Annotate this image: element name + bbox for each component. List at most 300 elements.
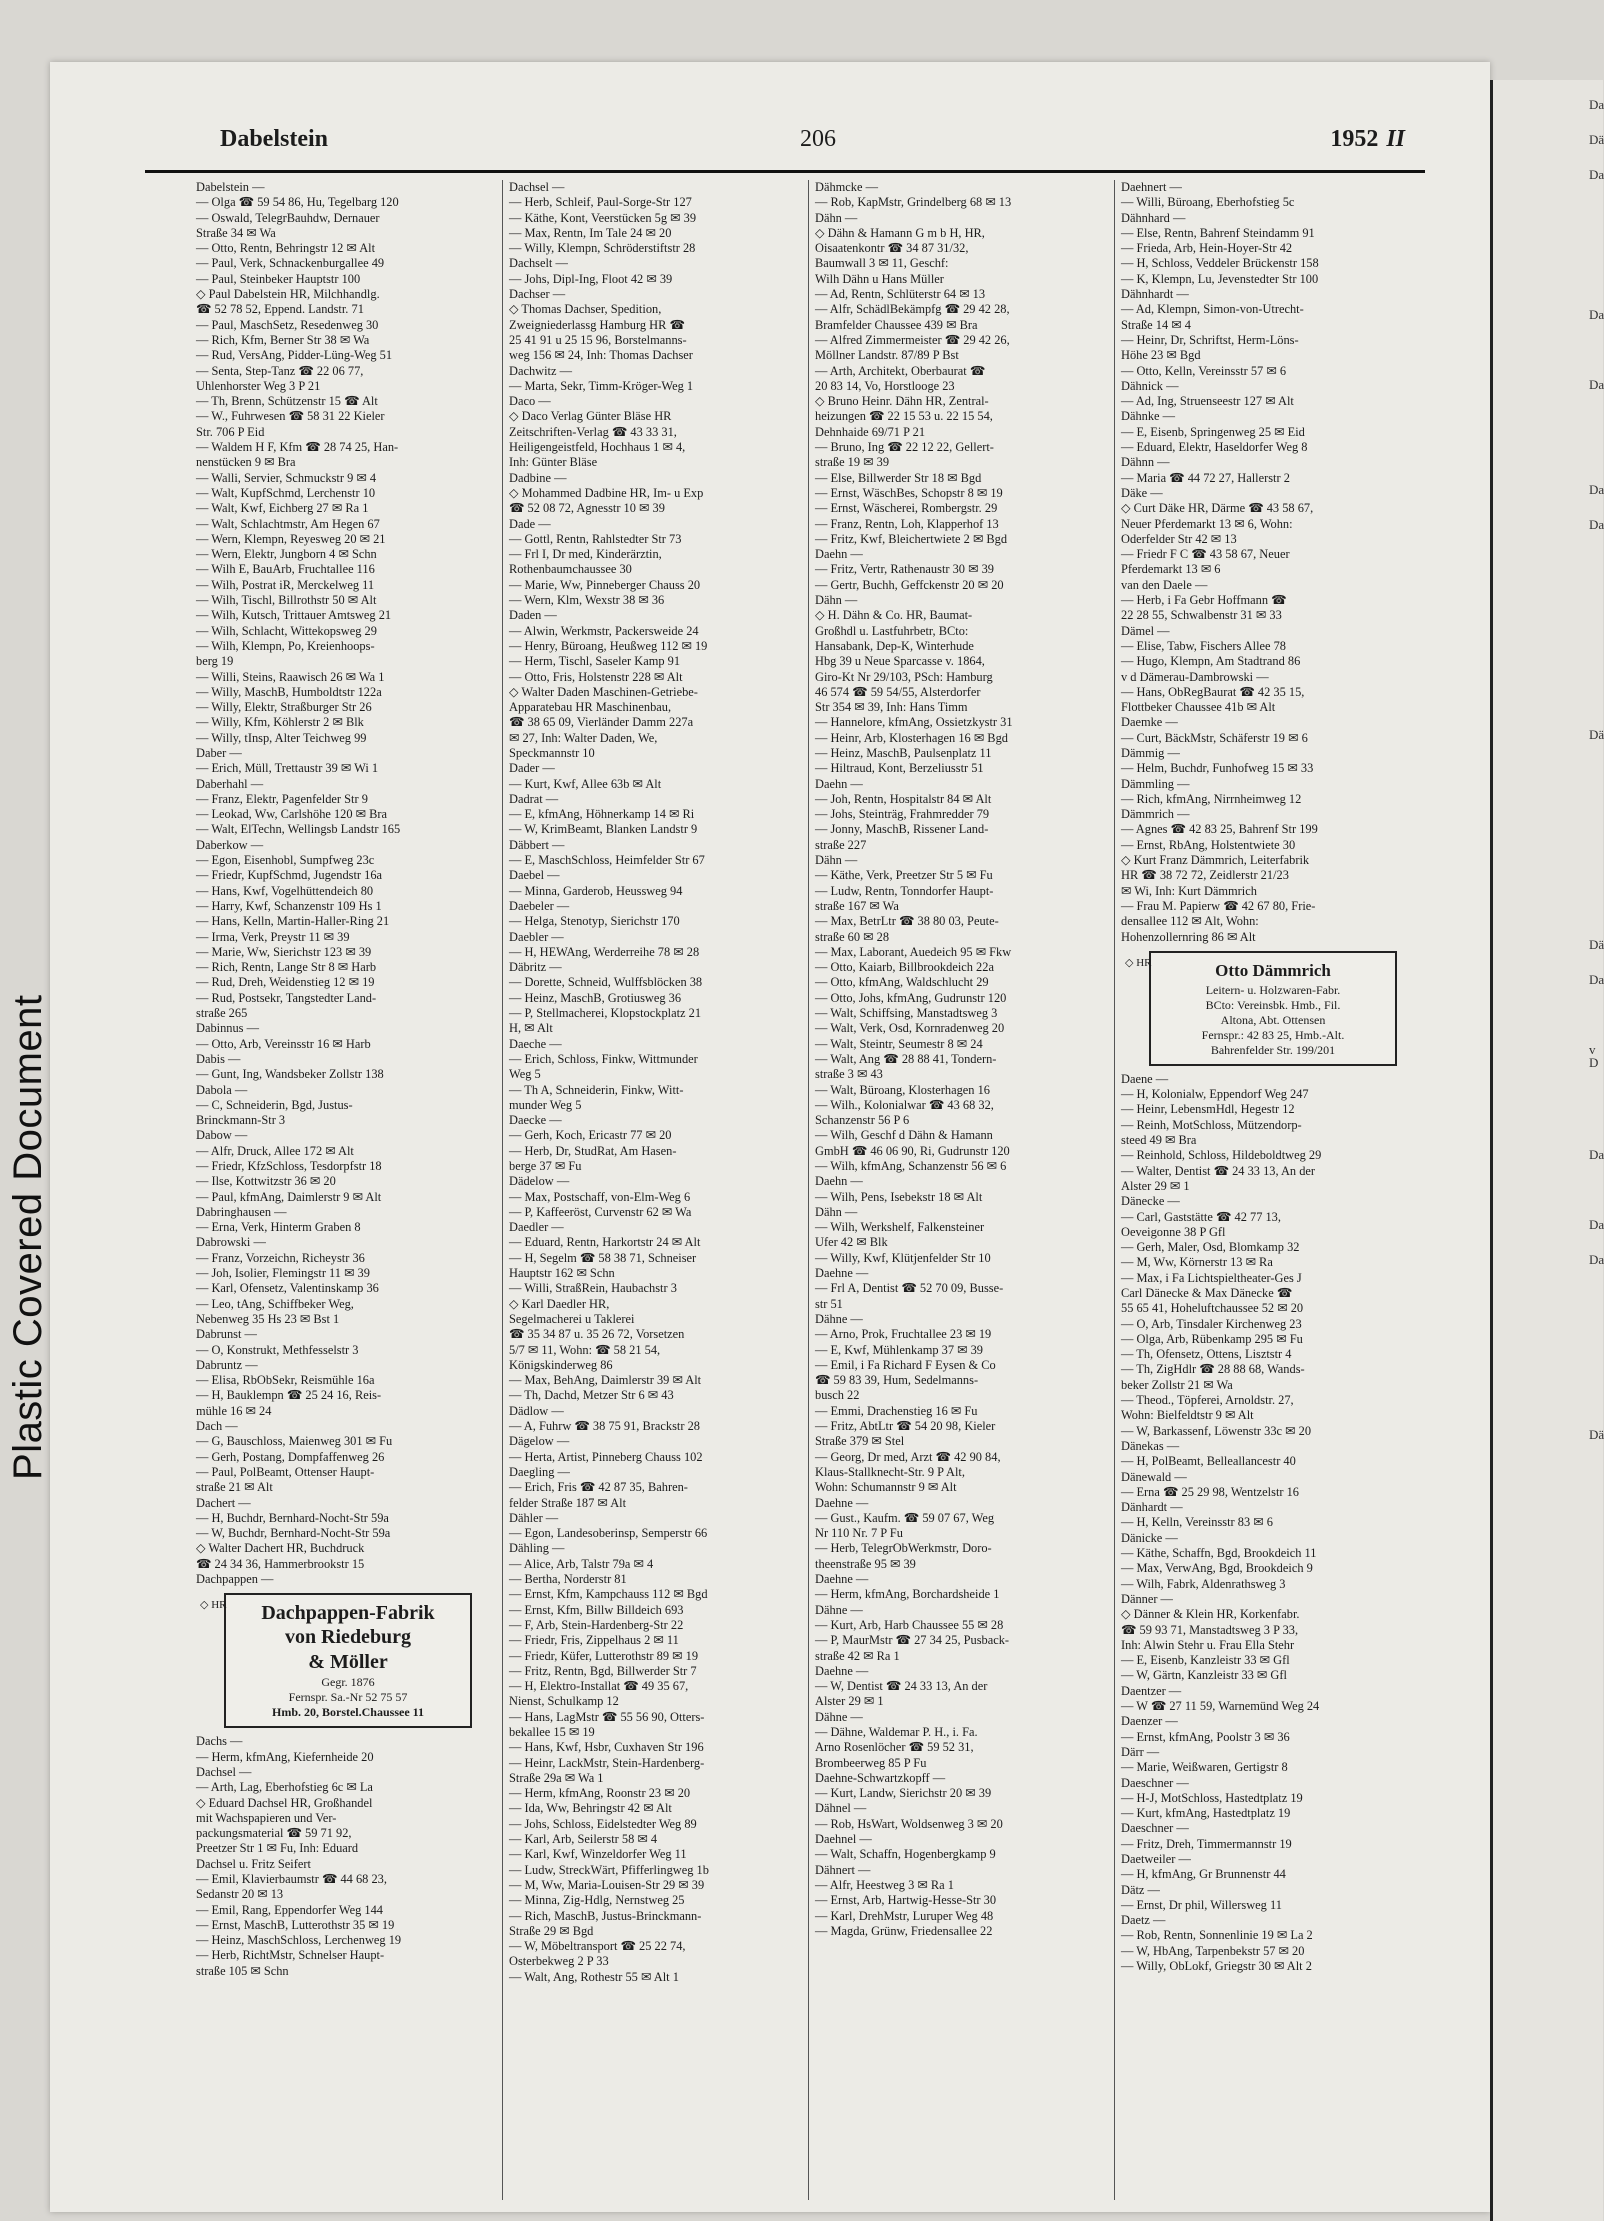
directory-entry: ☎ 59 93 71, Manstadtsweg 3 P 33, <box>1121 1622 1299 1637</box>
directory-entry: — Th, Ofensetz, Ottens, Lisztstr 4 <box>1121 1347 1292 1362</box>
directory-entry: — Herm, kfmAng, Kiefernheide 20 <box>196 1749 374 1764</box>
year-value: 1952 <box>1330 126 1379 152</box>
directory-entry: — Wilh., Kolonialwar ☎ 43 68 32, <box>815 1097 994 1112</box>
directory-entry: — Maria ☎ 44 72 27, Hallerstr 2 <box>1121 470 1290 485</box>
directory-entry: — Max, BetrLtr ☎ 38 80 03, Peute- <box>815 914 999 929</box>
directory-entry: — Alice, Arb, Talstr 79a ✉ 4 <box>509 1556 654 1571</box>
directory-entry: — A, Fuhrw ☎ 38 75 91, Brackstr 28 <box>509 1419 700 1434</box>
directory-entry: — Rich, kfmAng, Nirrnheimweg 12 <box>1121 791 1302 806</box>
directory-entry: — Max, BehAng, Daimlerstr 39 ✉ Alt <box>509 1373 702 1388</box>
directory-entry: — Otto, Fris, Holstenstr 228 ✉ Alt <box>509 669 683 684</box>
ad-hr-badge: ◇ HR <box>1125 956 1152 969</box>
directory-entry: — Herb, i Fa Gebr Hoffmann ☎ <box>1121 593 1287 608</box>
directory-entry: — Arth, Architekt, Oberbaurat ☎ <box>815 363 986 378</box>
directory-entry: — Helga, Stenotyp, Sierichstr 170 <box>509 914 680 929</box>
surname-heading: Dabinnus — <box>196 1021 259 1036</box>
surname-heading: Daegling — <box>509 1464 570 1479</box>
directory-entry: — Jonny, MaschB, Rissener Land- <box>815 822 989 837</box>
surname-heading: Daehnel — <box>815 1832 872 1847</box>
directory-entry: — Herm, Tischl, Saseler Kamp 91 <box>509 654 681 669</box>
directory-entry: — Marie, Weißwaren, Gertigstr 8 <box>1121 1760 1288 1775</box>
directory-entry: — Wilh, Kutsch, Trittauer Amtsweg 21 <box>196 608 392 623</box>
directory-entry: straße 105 ✉ Schn <box>196 1963 289 1978</box>
facing-page-fragment: Da <box>1589 307 1604 322</box>
directory-entry: — Irma, Verk, Preystr 11 ✉ 39 <box>196 929 350 944</box>
volume-number: II <box>1386 126 1405 152</box>
directory-entry: straße 21 ✉ Alt <box>196 1480 273 1495</box>
directory-entry: nenstücken 9 ✉ Bra <box>196 455 296 470</box>
directory-entry: — Walli, Servier, Schmuckstr 9 ✉ 4 <box>196 470 377 485</box>
directory-entry: ◇ Bruno Heinr. Dähn HR, Zentral- <box>815 394 989 409</box>
directory-entry: — Eduard, Elektr, Haseldorfer Weg 8 <box>1121 440 1308 455</box>
directory-entry: — Karl, Kwf, Winzeldorfer Weg 11 <box>509 1847 687 1862</box>
directory-entry: — E, kfmAng, Höhnerkamp 14 ✉ Ri <box>509 807 695 822</box>
directory-entry: — Agnes ☎ 42 83 25, Bahrenf Str 199 <box>1121 822 1318 837</box>
surname-heading: Dähn — <box>815 593 858 608</box>
directory-entry: — Ernst, Arb, Hartwig-Hesse-Str 30 <box>815 1893 997 1908</box>
directory-entry: — Carl, Gaststätte ☎ 42 77 13, <box>1121 1209 1281 1224</box>
directory-entry: — Eduard, Rentn, Harkortstr 24 ✉ Alt <box>509 1235 701 1250</box>
surname-heading: Dänewald — <box>1121 1469 1187 1484</box>
directory-entry: Str 354 ✉ 39, Inh: Hans Timm <box>815 700 968 715</box>
surname-heading: Dädelow — <box>509 1174 570 1189</box>
directory-entry: — Heinr, LackMstr, Stein-Hardenberg- <box>509 1755 705 1770</box>
directory-entry: Weg 5 <box>509 1067 541 1082</box>
directory-entry: — Th A, Schneiderin, Finkw, Witt- <box>509 1082 684 1097</box>
column-1 <box>196 180 492 2200</box>
directory-entry: — E, Eisenb, Springenweg 25 ✉ Eid <box>1121 424 1305 439</box>
surname-heading: Dähne — <box>815 1602 863 1617</box>
facing-page-fragment: Da <box>1589 97 1604 112</box>
directory-entry: 46 574 ☎ 59 54/55, Alsterdorfer <box>815 684 981 699</box>
directory-entry: Brinckmann-Str 3 <box>196 1113 286 1128</box>
directory-entry: Zeitschriften-Verlag ☎ 43 33 31, <box>509 424 677 439</box>
directory-entry: — E, Kwf, Mühlenkamp 37 ✉ 39 <box>815 1342 983 1357</box>
ad-phone: Fernspr. Sa.-Nr 52 75 57 <box>288 1690 408 1705</box>
surname-heading: Daetz — <box>1121 1913 1166 1928</box>
directory-entry: — W, Möbeltransport ☎ 25 22 74, <box>509 1939 686 1954</box>
surname-heading: Dähne — <box>815 1311 863 1326</box>
surname-heading: Dach — <box>196 1419 238 1434</box>
directory-entry: — Paul, kfmAng, Daimlerstr 9 ✉ Alt <box>196 1189 382 1204</box>
surname-heading: Dähmcke — <box>815 180 878 194</box>
column-4 <box>1114 180 1417 2200</box>
directory-entry: — Rob, KapMstr, Grindelberg 68 ✉ 13 <box>815 195 1012 210</box>
surname-heading: Daene — <box>1121 1071 1169 1086</box>
directory-entry: Dachsel u. Fritz Seifert <box>196 1856 311 1871</box>
directory-entry: — Reinhold, Schloss, Hildeboldtweg 29 <box>1121 1148 1322 1163</box>
directory-entry: — Dorette, Schneid, Wulffsblöcken 38 <box>509 975 703 990</box>
directory-entry: — H, Bauklempn ☎ 25 24 16, Reis- <box>196 1388 382 1403</box>
surname-heading: Däbbert — <box>509 837 565 852</box>
surname-heading: Daehnert — <box>1121 180 1182 194</box>
surname-heading: Dähling — <box>509 1541 565 1556</box>
directory-entry: — Bruno, Ing ☎ 22 12 22, Gellert- <box>815 440 994 455</box>
directory-entry: — Theod., Töpferei, Arnoldstr. 27, <box>1121 1393 1294 1408</box>
directory-entry: — Marta, Sekr, Timm-Kröger-Weg 1 <box>509 378 694 393</box>
directory-entry: Zweigniederlassg Hamburg HR ☎ <box>509 317 685 332</box>
directory-entry: Straße 379 ✉ Stel <box>815 1434 905 1449</box>
directory-entry: — Ludw, StreckWärt, Pfifferlingweg 1b <box>509 1862 709 1877</box>
ad-line-5: Bahrenfelder Str. 199/201 <box>1210 1042 1336 1057</box>
directory-entry: — Gerh, Postang, Dompfaffenweg 26 <box>196 1449 385 1464</box>
directory-entry: — Gottl, Rentn, Rahlstedter Str 73 <box>509 531 682 546</box>
directory-entry: — Heinr, Arb, Klosterhagen 16 ✉ Bgd <box>815 730 1008 745</box>
edition-year <box>1330 126 1405 153</box>
directory-entry: — H, HEWAng, Werderreihe 78 ✉ 28 <box>509 944 700 959</box>
directory-entry: — Otto, Rentn, Behringstr 12 ✉ Alt <box>196 241 376 256</box>
directory-entry: — Oswald, TelegrBauhdw, Dernauer <box>196 210 380 225</box>
surname-heading: Dähn — <box>815 853 858 868</box>
directory-entry: ◇ H. Dähn & Co. HR, Baumat- <box>815 608 973 623</box>
ad-line-1: Leitern- u. Holzwaren-Fabr. <box>1205 982 1341 997</box>
directory-entry: — Ida, Ww, Behringstr 42 ✉ Alt <box>509 1801 672 1816</box>
directory-entry: — Johs, Steinträg, Frahmredder 79 <box>815 807 990 822</box>
ad-founded: Gegr. 1876 <box>321 1675 375 1690</box>
directory-entry: ☎ 35 34 87 u. 35 26 72, Vorsetzen <box>509 1327 685 1342</box>
directory-entry: — Alwin, Werkmstr, Packersweide 24 <box>509 623 699 638</box>
directory-entry: — Leokad, Ww, Carlshöhe 120 ✉ Bra <box>196 807 388 822</box>
surname-heading: Dader — <box>509 761 555 776</box>
directory-entry: — Ernst, RbAng, Holstentwiete 30 <box>1121 837 1296 852</box>
directory-entry: — Ad, Ing, Struenseestr 127 ✉ Alt <box>1121 394 1294 409</box>
directory-entry: — Else, Billwerder Str 18 ✉ Bgd <box>815 470 982 485</box>
surname-heading: Dähnn — <box>1121 455 1170 470</box>
directory-entry: — Leo, tAng, Schiffbeker Weg, <box>196 1296 354 1311</box>
directory-entry: — F, Arb, Stein-Hardenberg-Str 22 <box>509 1617 684 1632</box>
directory-entry: Hbg 39 u Neue Sparcasse v. 1864, <box>815 654 985 669</box>
directory-entry: — Ernst, WäschBes, Schopstr 8 ✉ 19 <box>815 485 1003 500</box>
dachpappen-fabrik-ad <box>200 1593 472 1728</box>
directory-entry: Carl Dänecke & Max Dänecke ☎ <box>1121 1286 1293 1300</box>
directory-entry: — Herm, kfmAng, Borchardsheide 1 <box>815 1587 1000 1602</box>
surname-heading: Dämmling — <box>1121 776 1190 791</box>
directory-entry: straße 42 ✉ Ra 1 <box>815 1648 900 1663</box>
surname-heading: v d Dämerau-Dambrowski — <box>1121 669 1269 684</box>
surname-heading: Dachser — <box>509 287 566 302</box>
column-2 <box>502 180 805 2200</box>
surname-heading: Dachsel — <box>509 180 565 194</box>
directory-entry: — W, Gärtn, Kanzleistr 33 ✉ Gfl <box>1121 1668 1287 1683</box>
directory-entry: — Ilse, Kottwitzstr 36 ✉ 20 <box>196 1174 336 1189</box>
directory-entry: Giro-Kt Nr 29/103, PSch: Hamburg <box>815 669 993 684</box>
directory-entry: ◇ Dänner & Klein HR, Korkenfabr. <box>1121 1607 1300 1622</box>
directory-entry: — Erna ☎ 25 29 98, Wentzelstr 16 <box>1121 1484 1300 1499</box>
directory-entry: — Walt, Steintr, Seumestr 8 ✉ 24 <box>815 1036 983 1051</box>
facing-page-fragment: Da <box>1589 482 1604 497</box>
directory-entry: — Rud, Dreh, Weidenstieg 12 ✉ 19 <box>196 975 375 990</box>
directory-entry: — Helm, Buchdr, Funhofweg 15 ✉ 33 <box>1121 761 1314 776</box>
directory-entry: — Emil, Rang, Eppendorfer Weg 144 <box>196 1902 384 1917</box>
directory-entry: — Herb, Schleif, Paul-Sorge-Str 127 <box>509 195 692 210</box>
directory-entry: Segelmacherei u Taklerei <box>509 1311 635 1326</box>
directory-entry: — Kurt, kfmAng, Hastedtplatz 19 <box>1121 1806 1291 1821</box>
surname-heading: Dabelstein — <box>196 180 265 194</box>
directory-entry: — Wilh, Postrat iR, Merckelweg 11 <box>196 577 375 592</box>
directory-entry: beker Zollstr 21 ✉ Wa <box>1121 1377 1233 1392</box>
directory-entry: — Th, Brenn, Schützenstr 15 ☎ Alt <box>196 394 378 409</box>
directory-entry: — Herb, TelegrObWerkmstr, Doro- <box>815 1541 992 1556</box>
ad-line-3: Altona, Abt. Ottensen <box>1220 1012 1326 1027</box>
directory-entry: — Frieda, Arb, Hein-Hoyer-Str 42 <box>1121 241 1293 256</box>
adjacent-page-strip <box>1490 80 1603 2221</box>
surname-heading: van den Daele — <box>1121 577 1208 592</box>
surname-heading: Dähn — <box>815 1204 858 1219</box>
directory-entry: — Kurt, Landw, Sierichstr 20 ✉ 39 <box>815 1786 992 1801</box>
directory-entry: Oisaatenkontr ☎ 34 87 31/32, <box>815 241 969 256</box>
directory-entry: — W, KrimBeamt, Blanken Landstr 9 <box>509 822 698 837</box>
directory-entry: — Franz, Rentn, Loh, Klapperhof 13 <box>815 516 999 531</box>
directory-entry: Pferdemarkt 13 ✉ 6 <box>1121 562 1221 577</box>
directory-entry: — H-J, MotSchloss, Hastedtplatz 19 <box>1121 1790 1303 1805</box>
surname-heading: Daetweiler — <box>1121 1851 1191 1866</box>
directory-entry: — H, Schloss, Veddeler Brückenstr 158 <box>1121 256 1319 271</box>
directory-entry: — Kurt, Kwf, Allee 63b ✉ Alt <box>509 776 662 791</box>
directory-entry: Straße 34 ✉ Wa <box>196 225 276 240</box>
directory-entry: busch 22 <box>815 1388 860 1403</box>
directory-entry: — Wilh, Tischl, Billrothstr 50 ✉ Alt <box>196 593 377 608</box>
directory-entry: ◇ Kurt Franz Dämmrich, Leiterfabrik <box>1121 853 1310 868</box>
running-head-surname: Dabelstein <box>220 126 328 152</box>
directory-entry: Arno Rosenlöcher ☎ 59 52 31, <box>815 1740 974 1755</box>
directory-entry: — Rud, VersAng, Pidder-Lüng-Weg 51 <box>196 348 393 363</box>
surname-heading: Daehne-Schwartzkopff — <box>815 1770 946 1785</box>
directory-entry: Flottbeker Chaussee 41b ✉ Alt <box>1121 700 1276 715</box>
directory-entry: straße 227 <box>815 837 867 852</box>
directory-entry: — Wern, Klm, Wexstr 38 ✉ 36 <box>509 593 665 608</box>
directory-entry: Dehnhaide 69/71 P 21 <box>815 424 926 439</box>
surname-heading: Daedler — <box>509 1220 564 1235</box>
directory-entry: berge 37 ✉ Fu <box>509 1159 582 1173</box>
facing-page-fragment: Da <box>1589 972 1604 987</box>
facing-page-fragment: Dä <box>1589 727 1604 742</box>
directory-entry: — Rich, Kfm, Berner Str 38 ✉ Wa <box>196 332 370 347</box>
directory-entry: — Th, Dachd, Metzer Str 6 ✉ 43 <box>509 1388 674 1403</box>
directory-entry: weg 156 ✉ 24, Inh: Thomas Dachser <box>509 348 693 363</box>
directory-entry: — Bertha, Norderstr 81 <box>509 1572 627 1587</box>
directory-entry: Rothenbaumchaussee 30 <box>509 562 632 577</box>
directory-entry: — Willi, StraßRein, Haubachstr 3 <box>509 1281 677 1296</box>
directory-entry: — Karl, Arb, Seilerstr 58 ✉ 4 <box>509 1832 658 1847</box>
facing-page-fragment: Dä <box>1589 1427 1604 1442</box>
directory-entry: — Johs, Schloss, Eidelstedter Weg 89 <box>509 1816 697 1831</box>
directory-entry: — W, HbAng, Tarpenbekstr 57 ✉ 20 <box>1121 1943 1305 1958</box>
directory-entry: — Rob, HsWart, Woldsenweg 3 ✉ 20 <box>815 1816 1003 1831</box>
directory-entry: — Willi, Steins, Raawisch 26 ✉ Wa 1 <box>196 669 385 684</box>
directory-entry: — Herm, kfmAng, Roonstr 23 ✉ 20 <box>509 1786 691 1801</box>
directory-entry: ☎ 52 78 52, Eppend. Landstr. 71 <box>196 302 364 317</box>
ad-company-name: Otto Dämmrich <box>1215 960 1331 980</box>
directory-entry: bekallee 15 ✉ 19 <box>509 1724 595 1739</box>
directory-entry: — Otto, Kelln, Vereinsstr 57 ✉ 6 <box>1121 363 1287 378</box>
directory-entry: — Hans, ObRegBaurat ☎ 42 35 15, <box>1121 684 1305 699</box>
directory-entry: — Friedr, Fris, Zippelhaus 2 ✉ 11 <box>509 1633 679 1648</box>
directory-entry: — Dähne, Waldemar P. H., i. Fa. <box>815 1724 978 1739</box>
directory-entry: — Hannelore, kfmAng, Ossietzkystr 31 <box>815 715 1013 730</box>
surname-heading: Dachwitz — <box>509 363 572 378</box>
directory-entry: — Wilh, kfmAng, Schanzenstr 56 ✉ 6 <box>815 1159 1007 1173</box>
directory-entry: — Otto, kfmAng, Waldschlucht 29 <box>815 975 989 990</box>
directory-entry: — Karl, Ofensetz, Valentinskamp 36 <box>196 1281 379 1296</box>
directory-entry: — Walt, Schaffn, Hogenbergkamp 9 <box>815 1847 996 1862</box>
directory-entry: — Rich, MaschB, Justus-Brinckmann- <box>509 1908 702 1923</box>
directory-entry: — Heinr, LebensmHdl, Hegestr 12 <box>1121 1102 1295 1117</box>
directory-entry: str 51 <box>815 1296 843 1311</box>
directory-entry: — Ernst, Kfm, Kampchauss 112 ✉ Bgd <box>509 1587 708 1602</box>
directory-entry: Wohn: Bielfeldtstr 9 ✉ Alt <box>1121 1408 1254 1423</box>
side-label: Plastic Covered Document <box>6 994 50 1480</box>
directory-entry: — Paul, Steinbeker Hauptstr 100 <box>196 271 361 286</box>
surname-heading: Dänicke — <box>1121 1530 1178 1545</box>
surname-heading: Daber — <box>196 745 242 760</box>
surname-heading: Daehne — <box>815 1495 869 1510</box>
facing-page-fragment: Dä <box>1589 937 1604 952</box>
directory-entry: Möllner Landstr. 87/89 P Bst <box>815 348 959 363</box>
directory-entry: straße 60 ✉ 28 <box>815 929 890 944</box>
ad-hr-badge: ◇ HR <box>200 1599 227 1612</box>
directory-entry: ☎ 52 08 72, Agnesstr 10 ✉ 39 <box>509 501 665 516</box>
surname-heading: Dabruntz — <box>196 1357 258 1372</box>
surname-heading: Dabis — <box>196 1051 241 1066</box>
directory-entry: — Joh, Isolier, Flemingstr 11 ✉ 39 <box>196 1266 370 1281</box>
surname-heading: Dänner — <box>1121 1591 1173 1606</box>
directory-entry: Königskinderweg 86 <box>509 1357 613 1372</box>
directory-entry: — Alfr, Heestweg 3 ✉ Ra 1 <box>815 1877 954 1892</box>
surname-heading: Daemke — <box>1121 715 1178 730</box>
directory-entry: — Marie, Ww, Sierichstr 123 ✉ 39 <box>196 944 372 959</box>
directory-entry: — Joh, Rentn, Hospitalstr 84 ✉ Alt <box>815 791 992 806</box>
surname-heading: Dähnert — <box>815 1862 871 1877</box>
directory-entry: — H, kfmAng, Gr Brunnenstr 44 <box>1121 1867 1286 1882</box>
directory-entry: — Max, i Fa Lichtspieltheater-Ges J <box>1121 1270 1302 1285</box>
surname-heading: Daebler — <box>509 929 564 944</box>
directory-entry: Neuer Pferdemarkt 13 ✉ 6, Wohn: <box>1121 516 1293 531</box>
surname-heading: Dabrunst — <box>196 1327 257 1342</box>
directory-entry: — Walt, Ang, Rothestr 55 ✉ Alt 1 <box>509 1969 679 1984</box>
directory-entry: — Willy, ObLokf, Griegstr 30 ✉ Alt 2 <box>1121 1959 1312 1974</box>
directory-entry: ◇ Daco Verlag Günter Bläse HR <box>509 409 672 424</box>
directory-entry: — Walt, Kwf, Eichberg 27 ✉ Ra 1 <box>196 501 369 516</box>
directory-entry: Speckmannstr 10 <box>509 745 595 760</box>
directory-entry: — Gerh, Koch, Ericastr 77 ✉ 20 <box>509 1128 672 1143</box>
directory-entry: Str. 706 P Eid <box>196 424 265 439</box>
directory-entry: — Otto, Johs, kfmAng, Gudrunstr 120 <box>815 990 1007 1005</box>
directory-entry: — Heinz, MaschB, Grotiusweg 36 <box>509 990 682 1005</box>
surname-heading: Dadbine — <box>509 470 567 485</box>
directory-entry: — H, Segelm ☎ 58 38 71, Schneiser <box>509 1250 697 1265</box>
directory-entry: — Emmi, Drachenstieg 16 ✉ Fu <box>815 1403 978 1418</box>
facing-page-fragment: Da <box>1589 377 1604 392</box>
surname-heading: Dänecke — <box>1121 1194 1180 1209</box>
directory-entry: ◇ Curt Däke HR, Därme ☎ 43 58 67, <box>1121 501 1314 516</box>
surname-heading: Dachs — <box>196 1734 243 1749</box>
directory-entry: — Paul, MaschSetz, Resedenweg 30 <box>196 317 379 332</box>
directory-entry: straße 265 <box>196 1006 248 1021</box>
directory-entry: ◇ Thomas Dachser, Spedition, <box>509 302 662 317</box>
directory-entry: — O, Konstrukt, Methfesselstr 3 <box>196 1342 359 1357</box>
facing-page-fragment: Dä <box>1589 132 1604 147</box>
directory-entry: — Frl I, Dr med, Kinderärztin, <box>509 547 662 562</box>
directory-columns <box>196 180 1424 2200</box>
directory-entry: steed 49 ✉ Bra <box>1121 1133 1197 1148</box>
directory-entry: Bramfelder Chaussee 439 ✉ Bra <box>815 317 978 332</box>
surname-heading: Daehne — <box>815 1572 869 1587</box>
directory-entry: — Friedr, KfzSchloss, Tesdorpfstr 18 <box>196 1159 382 1173</box>
directory-entry: — W, Dentist ☎ 24 33 13, An der <box>815 1679 988 1694</box>
directory-entry: — P, Kaffeeröst, Curvenstr 62 ✉ Wa <box>509 1204 692 1219</box>
directory-entry: — Walt, Ang ☎ 28 88 41, Tondern- <box>815 1051 997 1066</box>
directory-entry: — Hans, Kwf, Hsbr, Cuxhaven Str 196 <box>509 1740 704 1755</box>
directory-entry: 20 83 14, Vo, Horstlooge 23 <box>815 378 955 393</box>
directory-entry: — Rud, Postsekr, Tangstedter Land- <box>196 990 377 1005</box>
directory-entry: 5/7 ✉ 11, Wohn: ☎ 58 21 54, <box>509 1342 661 1357</box>
surname-heading: Dähnick — <box>1121 378 1179 393</box>
directory-entry: — Max, VerwAng, Bgd, Brookdeich 9 <box>1121 1561 1313 1576</box>
directory-entry: Preetzer Str 1 ✉ Fu, Inh: Eduard <box>196 1841 359 1856</box>
directory-entry: — Henry, Büroang, Heußweg 112 ✉ 19 <box>509 638 708 653</box>
directory-entry: ◇ Karl Daedler HR, <box>509 1296 610 1311</box>
directory-entry: — Fritz, Kwf, Bleichertwiete 2 ✉ Bgd <box>815 531 1008 546</box>
directory-entry: mit Wachspapieren und Ver- <box>196 1810 337 1825</box>
directory-entry: — Paul, Verk, Schnackenburgallee 49 <box>196 256 385 271</box>
directory-entry: — G, Bauschloss, Maienweg 301 ✉ Fu <box>196 1434 393 1449</box>
directory-entry: — Wilh E, BauArb, Fruchtallee 116 <box>196 562 375 577</box>
surname-heading: Dämmrich — <box>1121 807 1190 822</box>
directory-entry: — Willy, Klempn, Schröderstiftstr 28 <box>509 241 696 256</box>
directory-entry: — Otto, Kaiarb, Billbrookdeich 22a <box>815 960 994 975</box>
directory-entry: — Arno, Prok, Fruchtallee 23 ✉ 19 <box>815 1327 992 1342</box>
directory-entry: Hauptstr 162 ✉ Schn <box>509 1266 615 1281</box>
directory-entry: — Ad, Rentn, Schlüterstr 64 ✉ 13 <box>815 287 986 302</box>
surname-heading: Dabringhausen — <box>196 1204 287 1219</box>
surname-heading: Dämmig — <box>1121 745 1180 760</box>
directory-entry: — Erna, Verk, Hinterm Graben 8 <box>196 1220 361 1235</box>
directory-entry: — Max, Postschaff, von-Elm-Weg 6 <box>509 1189 691 1204</box>
directory-entry: — Reinh, MotSchloss, Mützendorp- <box>1121 1117 1302 1132</box>
directory-entry: ◇ Walter Dachert HR, Buchdruck <box>196 1541 365 1556</box>
directory-entry: densallee 112 ✉ Alt, Wohn: <box>1121 914 1259 929</box>
directory-entry: — Gunt, Ing, Wandsbeker Zollstr 138 <box>196 1067 384 1082</box>
directory-entry: — Ad, Klempn, Simon-von-Utrecht- <box>1121 302 1304 317</box>
directory-entry: Schanzenstr 56 P 6 <box>815 1113 910 1128</box>
directory-entry: — Walt, KupfSchmd, Lerchenstr 10 <box>196 485 376 500</box>
directory-entry: — Willy, MaschB, Humboldtstr 122a <box>196 684 382 699</box>
directory-entry: ☎ 59 83 39, Hum, Sedelmanns- <box>815 1373 979 1388</box>
facing-page-fragment: v D <box>1589 1042 1599 1070</box>
directory-entry: — Egon, Eisenhobl, Sumpfweg 23c <box>196 853 375 868</box>
surname-heading: Dähnel — <box>815 1801 867 1816</box>
surname-heading: Dähnhard — <box>1121 210 1186 225</box>
directory-entry: — Heinr, Dr, Schriftst, Herm-Löns- <box>1121 332 1299 347</box>
directory-entry: HR ☎ 38 72 72, Zeidlerstr 21/23 <box>1121 868 1289 883</box>
ad-title-line-2: von Riedeburg <box>284 1626 412 1649</box>
directory-entry: — Walt, Verk, Osd, Kornradenweg 20 <box>815 1021 1005 1036</box>
surname-heading: Daebeler — <box>509 898 570 913</box>
directory-entry: — Erich, Fris ☎ 42 87 35, Bahren- <box>509 1480 688 1495</box>
directory-entry: — Frl A, Dentist ☎ 52 70 09, Busse- <box>815 1281 1004 1296</box>
directory-entry: — H, Kelln, Vereinsstr 83 ✉ 6 <box>1121 1515 1273 1530</box>
directory-entry: ✉ Wi, Inh: Kurt Dämmrich <box>1121 883 1257 898</box>
directory-entry: straße 167 ✉ Wa <box>815 898 899 913</box>
directory-entry: — E, Eisenb, Kanzleistr 33 ✉ Gfl <box>1121 1653 1290 1668</box>
directory-entry: Straße 29a ✉ Wa 1 <box>509 1770 604 1785</box>
surname-heading: Dädlow — <box>509 1403 564 1418</box>
directory-entry: — Emil, i Fa Richard F Eysen & Co <box>815 1357 996 1372</box>
directory-entry: Alster 29 ✉ 1 <box>1121 1178 1190 1193</box>
surname-heading: Daehn — <box>815 1174 863 1189</box>
surname-heading: Dabola — <box>196 1082 248 1097</box>
directory-entry: — Käthe, Verk, Preetzer Str 5 ✉ Fu <box>815 868 993 883</box>
